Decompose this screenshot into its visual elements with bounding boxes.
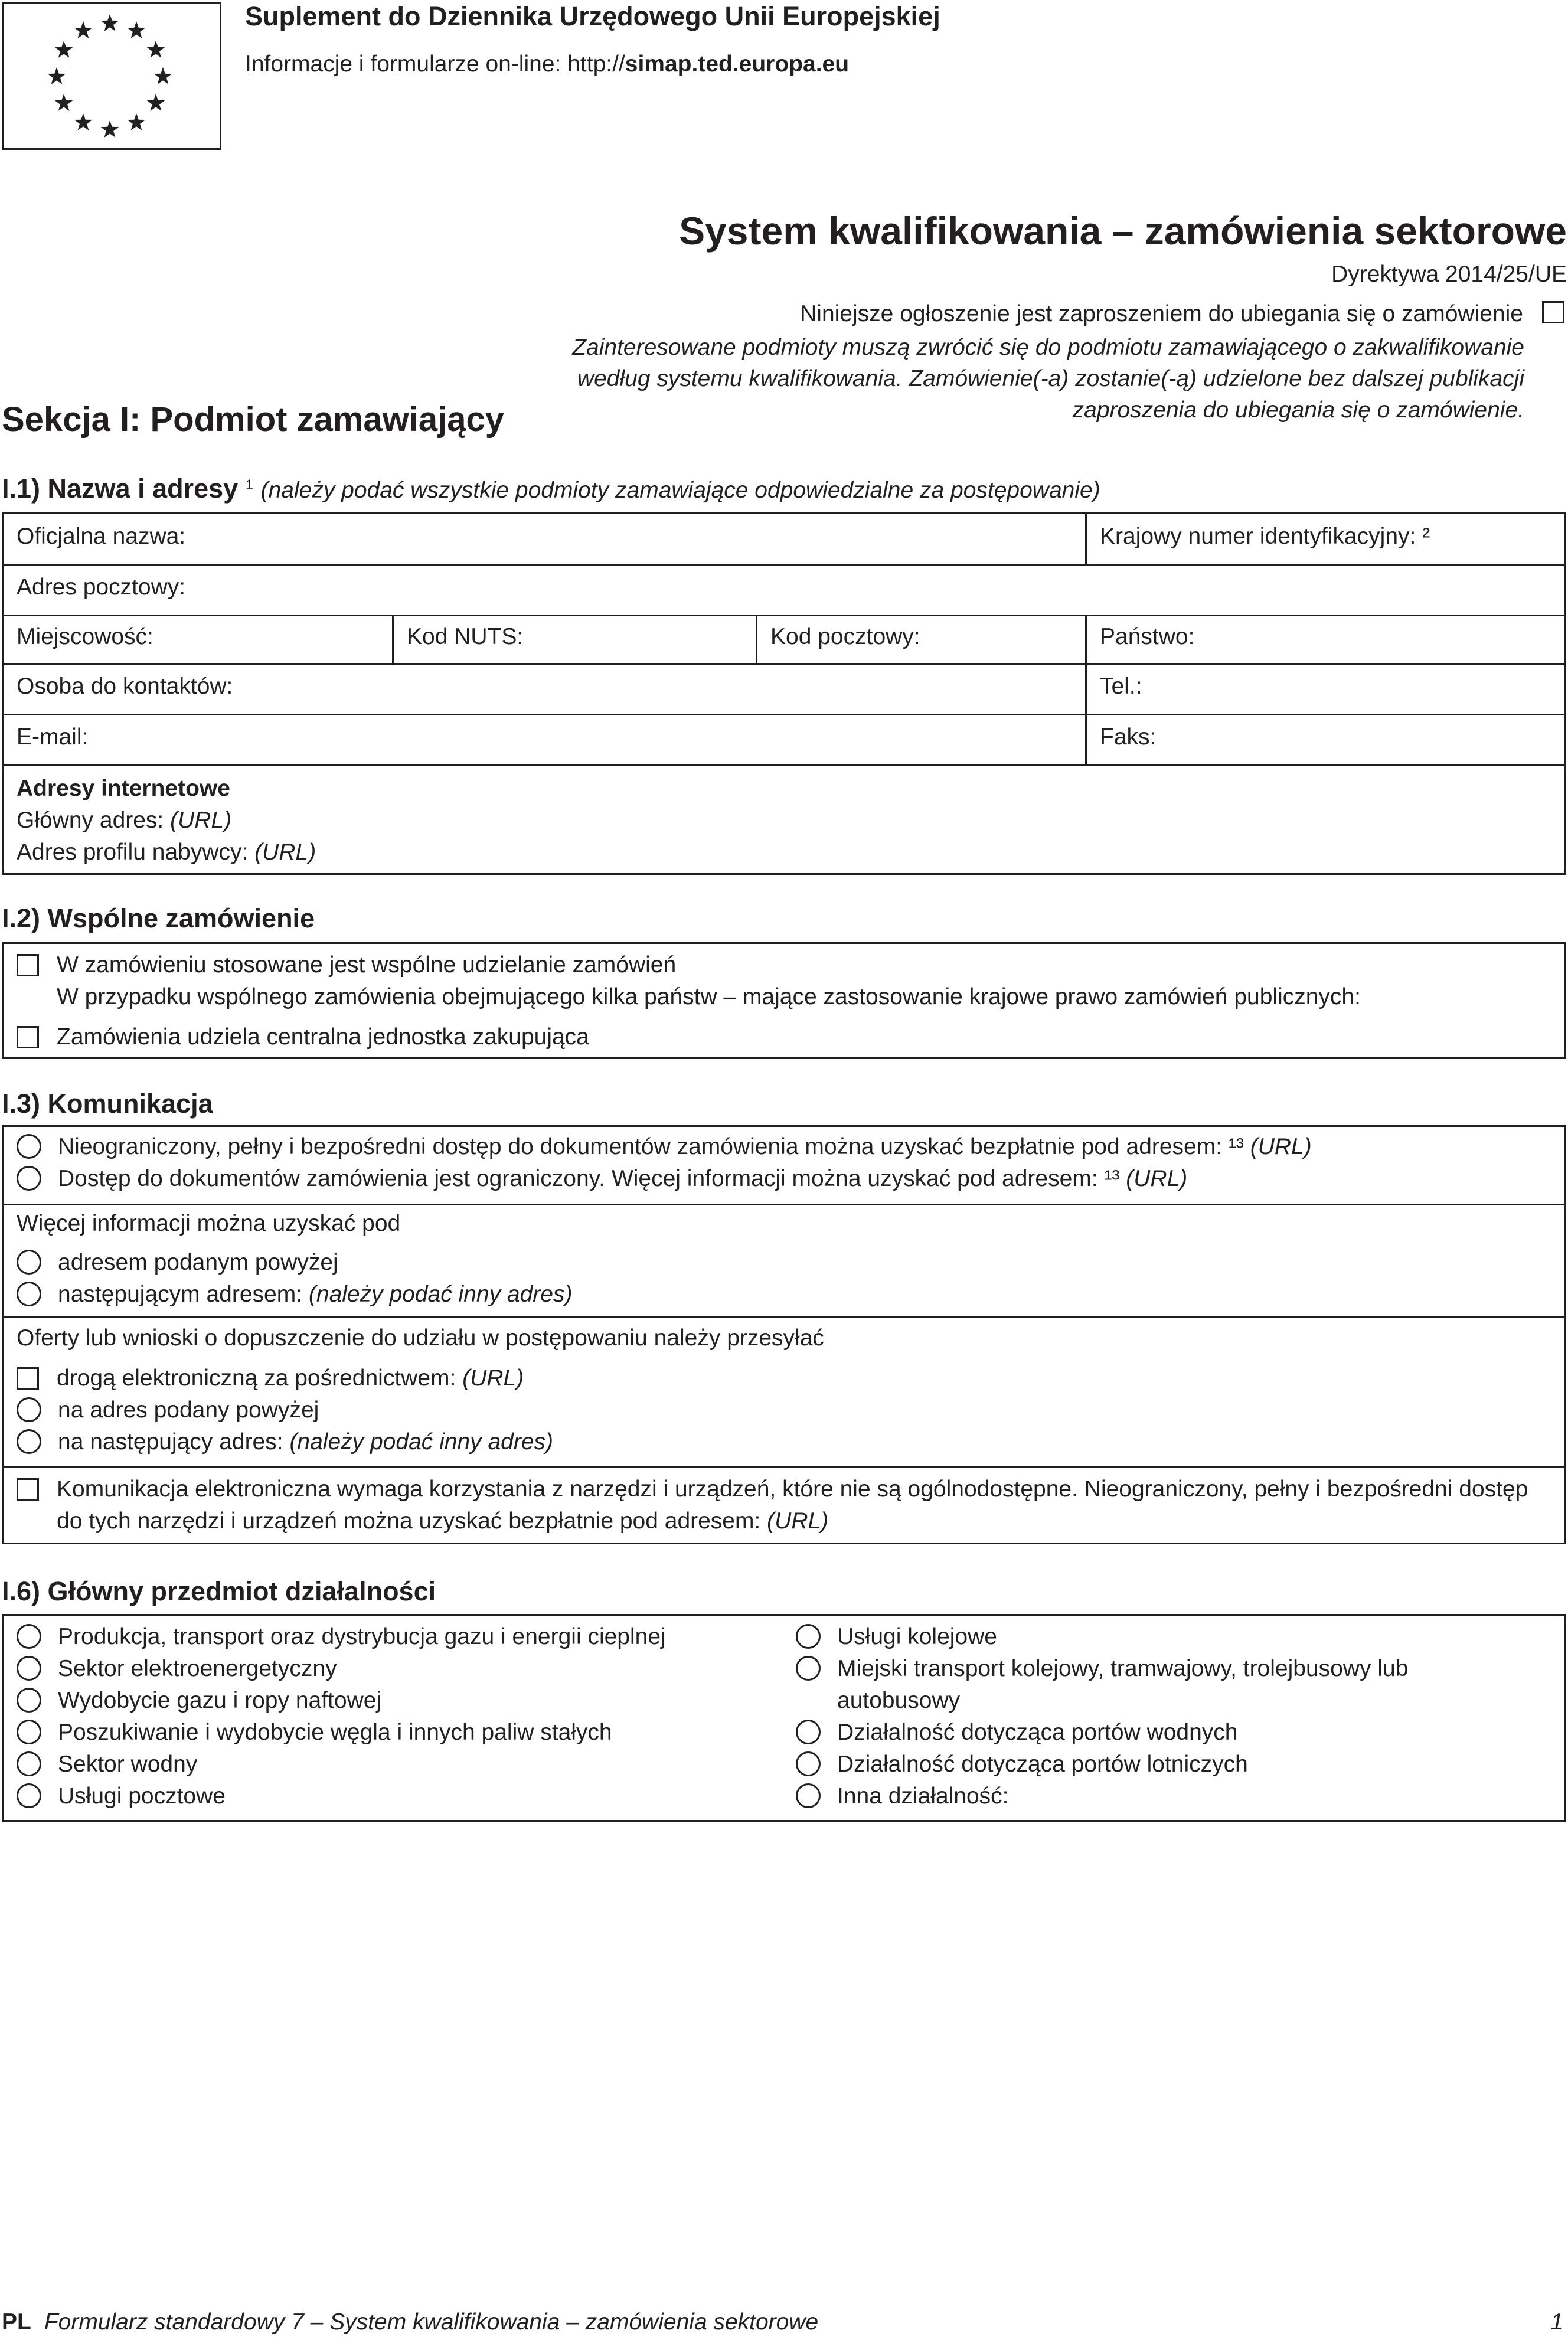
form-name: Formularz standardowy 7 – System kwalifikowania – zamówienia sektorowe (44, 2309, 819, 2335)
star-icon (128, 113, 145, 130)
activity-option[interactable] (796, 1782, 1009, 1811)
internet-heading: Adresy internetowe (17, 776, 230, 801)
to-following-option[interactable] (17, 1428, 553, 1457)
town-field[interactable]: Miejscowość: (17, 624, 153, 649)
tools-option[interactable] (17, 1475, 1528, 1504)
document-title: System kwalifikowania – zamówienia sektorowe (679, 209, 1567, 253)
country-field[interactable]: Państwo: (1100, 624, 1195, 649)
contact-person-field[interactable]: Osoba do kontaktów: (17, 674, 233, 699)
activity-label: Sektor wodny (58, 1751, 198, 1777)
star-icon (147, 94, 165, 111)
activity-option[interactable] (796, 1750, 1248, 1779)
page-number: 1 (1550, 2309, 1563, 2335)
eu-stars-icon (4, 4, 220, 148)
central-checkbox[interactable] (17, 1026, 39, 1048)
star-icon (55, 41, 73, 58)
joint-procurement-box (2, 942, 1566, 1059)
star-icon (101, 14, 119, 31)
activity-label: Miejski transport kolejowy, tramwajowy, trolejbusowy lub (837, 1656, 1409, 1681)
tel-field[interactable]: Tel.: (1100, 674, 1142, 699)
electronic-label: drogą elektroniczną za pośrednictwem: (57, 1365, 456, 1391)
activity-radio[interactable] (796, 1783, 821, 1808)
main-activity-box (2, 1614, 1566, 1822)
journal-title: Suplement do Dziennika Urzędowego Unii Europejskiej (245, 1, 940, 31)
activity-option[interactable] (796, 1655, 1408, 1684)
note-line-3: zaproszenia do ubiegania się o zamówienie. (1072, 397, 1524, 423)
email-field[interactable]: E-mail: (17, 724, 89, 750)
activity-option[interactable] (17, 1718, 612, 1747)
heading-i6: I.6) Główny przedmiot działalności (2, 1576, 436, 1606)
buyer-profile-field[interactable] (17, 836, 316, 868)
unrestricted-option[interactable] (17, 1133, 1312, 1162)
journal-info (245, 50, 849, 79)
following-address-option[interactable] (17, 1280, 572, 1309)
nuts-field[interactable]: Kod NUTS: (407, 624, 524, 649)
to-above-option[interactable] (17, 1396, 319, 1425)
postal-address-field[interactable]: Adres pocztowy: (17, 574, 186, 600)
electronic-checkbox[interactable] (17, 1367, 39, 1390)
tools-checkbox[interactable] (17, 1478, 39, 1501)
activity-option[interactable] (17, 1687, 381, 1715)
note-line-2: według systemu kwalifikowania. Zamówienie(-a) zostanie(-ą) udzielone bez dalszej publikacji (577, 366, 1524, 391)
more-info-label: Więcej informacji można uzyskać pod (17, 1211, 401, 1236)
joint-label: W zamówieniu stosowane jest wspólne udzielanie zamówień (57, 952, 677, 978)
star-icon (147, 41, 165, 58)
activity-radio[interactable] (17, 1783, 41, 1808)
star-icon (55, 94, 73, 111)
section-title: Sekcja I: Podmiot zamawiający (2, 400, 505, 439)
activity-option[interactable] (796, 1623, 997, 1652)
national-id-field[interactable]: Krajowy numer identyfikacyjny: ² (1100, 524, 1430, 549)
activity-radio[interactable] (17, 1688, 41, 1713)
star-icon (128, 21, 145, 38)
activity-radio[interactable] (17, 1656, 41, 1681)
qualification-note (531, 332, 1524, 426)
activity-label: Poszukiwanie i wydobycie węgla i innych paliw stałych (58, 1720, 612, 1745)
invitation-checkbox[interactable] (1542, 301, 1564, 323)
heading-i3: I.3) Komunikacja (2, 1089, 213, 1119)
unrestricted-label: Nieograniczony, pełny i bezpośredni dostęp do dokumentów zamówienia można uzyskać bezpłatnie pod adresem: ¹³ (58, 1134, 1244, 1159)
electronic-url-hint: (URL) (462, 1365, 524, 1391)
activity-option[interactable] (796, 1718, 1238, 1747)
main-address-url-hint: (URL) (170, 808, 232, 833)
tools-line2 (57, 1507, 828, 1536)
main-address-label: Główny adres: (17, 808, 164, 833)
address-table (2, 512, 1566, 875)
tenders-heading: Oferty lub wnioski o dopuszczenie do udziału w postępowaniu należy przesyłać (17, 1325, 824, 1351)
to-following-radio[interactable] (17, 1429, 41, 1454)
directive-label: Dyrektywa 2014/25/UE (1331, 262, 1567, 287)
activity-label-continued: autobusowy (837, 1688, 961, 1713)
following-address-note: (należy podać inny adres) (308, 1282, 573, 1307)
restricted-radio[interactable] (17, 1166, 41, 1191)
central-label: Zamówienia udziela centralna jednostka zakupująca (57, 1024, 589, 1050)
tools-label-line2: do tych narzędzi i urządzeń można uzyskać bezpłatnie pod adresem: (57, 1508, 761, 1534)
page-footer (2, 2308, 818, 2337)
official-name-field[interactable]: Oficjalna nazwa: (17, 524, 186, 549)
main-address-field[interactable] (17, 805, 316, 836)
activity-label: Produkcja, transport oraz dystrybucja gazu i energii cieplnej (58, 1624, 666, 1649)
footnote-ref: 1 (245, 477, 254, 493)
simap-link[interactable]: simap.ted.europa.eu (625, 51, 850, 77)
activity-label: Działalność dotycząca portów lotniczych (837, 1751, 1248, 1777)
language-code: PL (2, 2309, 31, 2335)
activity-option[interactable] (17, 1623, 666, 1652)
journal-info-text: Informacje i formularze on-line: http:// (245, 51, 625, 77)
above-address-radio[interactable] (17, 1250, 41, 1275)
buyer-profile-url-hint: (URL) (254, 839, 316, 865)
activity-label: Usługi pocztowe (58, 1783, 226, 1809)
invitation-label: Niniejsze ogłoszenie jest zaproszeniem do ubiegania się o zamówienie (800, 301, 1523, 326)
tools-url-hint: (URL) (767, 1508, 829, 1534)
above-address-label: adresem podanym powyżej (58, 1250, 338, 1275)
joint-option[interactable] (17, 951, 676, 980)
restricted-label: Dostęp do dokumentów zamówienia jest ograniczony. Więcej informacji można uzyskać pod adresem: ¹³ (58, 1166, 1120, 1191)
restricted-url-hint: (URL) (1126, 1166, 1188, 1191)
activity-radio[interactable] (796, 1656, 821, 1681)
postal-code-field[interactable]: Kod pocztowy: (770, 624, 920, 649)
communication-box (2, 1125, 1566, 1544)
above-address-option[interactable] (17, 1249, 338, 1277)
to-above-label: na adres podany powyżej (58, 1397, 319, 1423)
heading-i1-note: (należy podać wszystkie podmioty zamawiające odpowiedzialne za postępowanie) (260, 478, 1100, 503)
activity-option[interactable] (17, 1750, 197, 1779)
restricted-option[interactable] (17, 1165, 1187, 1194)
joint-checkbox[interactable] (17, 954, 39, 976)
activity-label: Usługi kolejowe (837, 1624, 997, 1649)
to-following-label: na następujący adres: (58, 1429, 283, 1455)
joint-note: W przypadku wspólnego zamówienia obejmującego kilka państw – mające zastosowanie krajowe prawo zamówień publicznych: (57, 984, 1361, 1009)
to-following-note: (należy podać inny adres) (289, 1429, 554, 1455)
central-option[interactable] (17, 1023, 589, 1052)
activity-label: Wydobycie gazu i ropy naftowej (58, 1688, 382, 1713)
activity-option[interactable] (17, 1655, 337, 1684)
heading-i2: I.2) Wspólne zamówienie (2, 903, 315, 933)
note-line-1: Zainteresowane podmioty muszą zwrócić się do podmiotu zamawiającego o zakwalifikowanie (572, 335, 1524, 360)
activity-radio[interactable] (796, 1624, 821, 1649)
activity-radio[interactable] (17, 1624, 41, 1649)
activity-radio[interactable] (796, 1720, 821, 1744)
heading-i1 (2, 472, 1100, 505)
activity-radio[interactable] (17, 1751, 41, 1776)
activity-option[interactable] (17, 1782, 226, 1811)
activity-label: Sektor elektroenergetyczny (58, 1656, 337, 1681)
heading-i1-label: I.1) Nazwa i adresy (2, 473, 239, 504)
star-icon (74, 113, 92, 130)
unrestricted-radio[interactable] (17, 1134, 41, 1159)
electronic-option[interactable] (17, 1364, 524, 1393)
star-icon (74, 21, 92, 38)
star-icon (101, 120, 119, 138)
eu-flag-logo (2, 2, 221, 150)
buyer-profile-label: Adres profilu nabywcy: (17, 839, 249, 865)
to-above-radio[interactable] (17, 1397, 41, 1422)
fax-field[interactable]: Faks: (1100, 724, 1157, 750)
star-icon (154, 67, 172, 84)
activity-radio[interactable] (17, 1720, 41, 1744)
internet-addresses (4, 768, 329, 873)
activity-radio[interactable] (796, 1751, 821, 1776)
unrestricted-url-hint: (URL) (1250, 1134, 1312, 1159)
star-icon (48, 67, 66, 84)
tools-label-line1: Komunikacja elektroniczna wymaga korzystania z narzędzi i urządzeń, które nie są ogólnodostępne. Nieograniczony, pełny i bezpośredni dostęp (57, 1476, 1528, 1502)
activity-label: Inna działalność: (837, 1783, 1009, 1809)
activity-label: Działalność dotycząca portów wodnych (837, 1720, 1238, 1745)
following-address-label: następującym adresem: (58, 1282, 303, 1307)
following-address-radio[interactable] (17, 1282, 41, 1306)
